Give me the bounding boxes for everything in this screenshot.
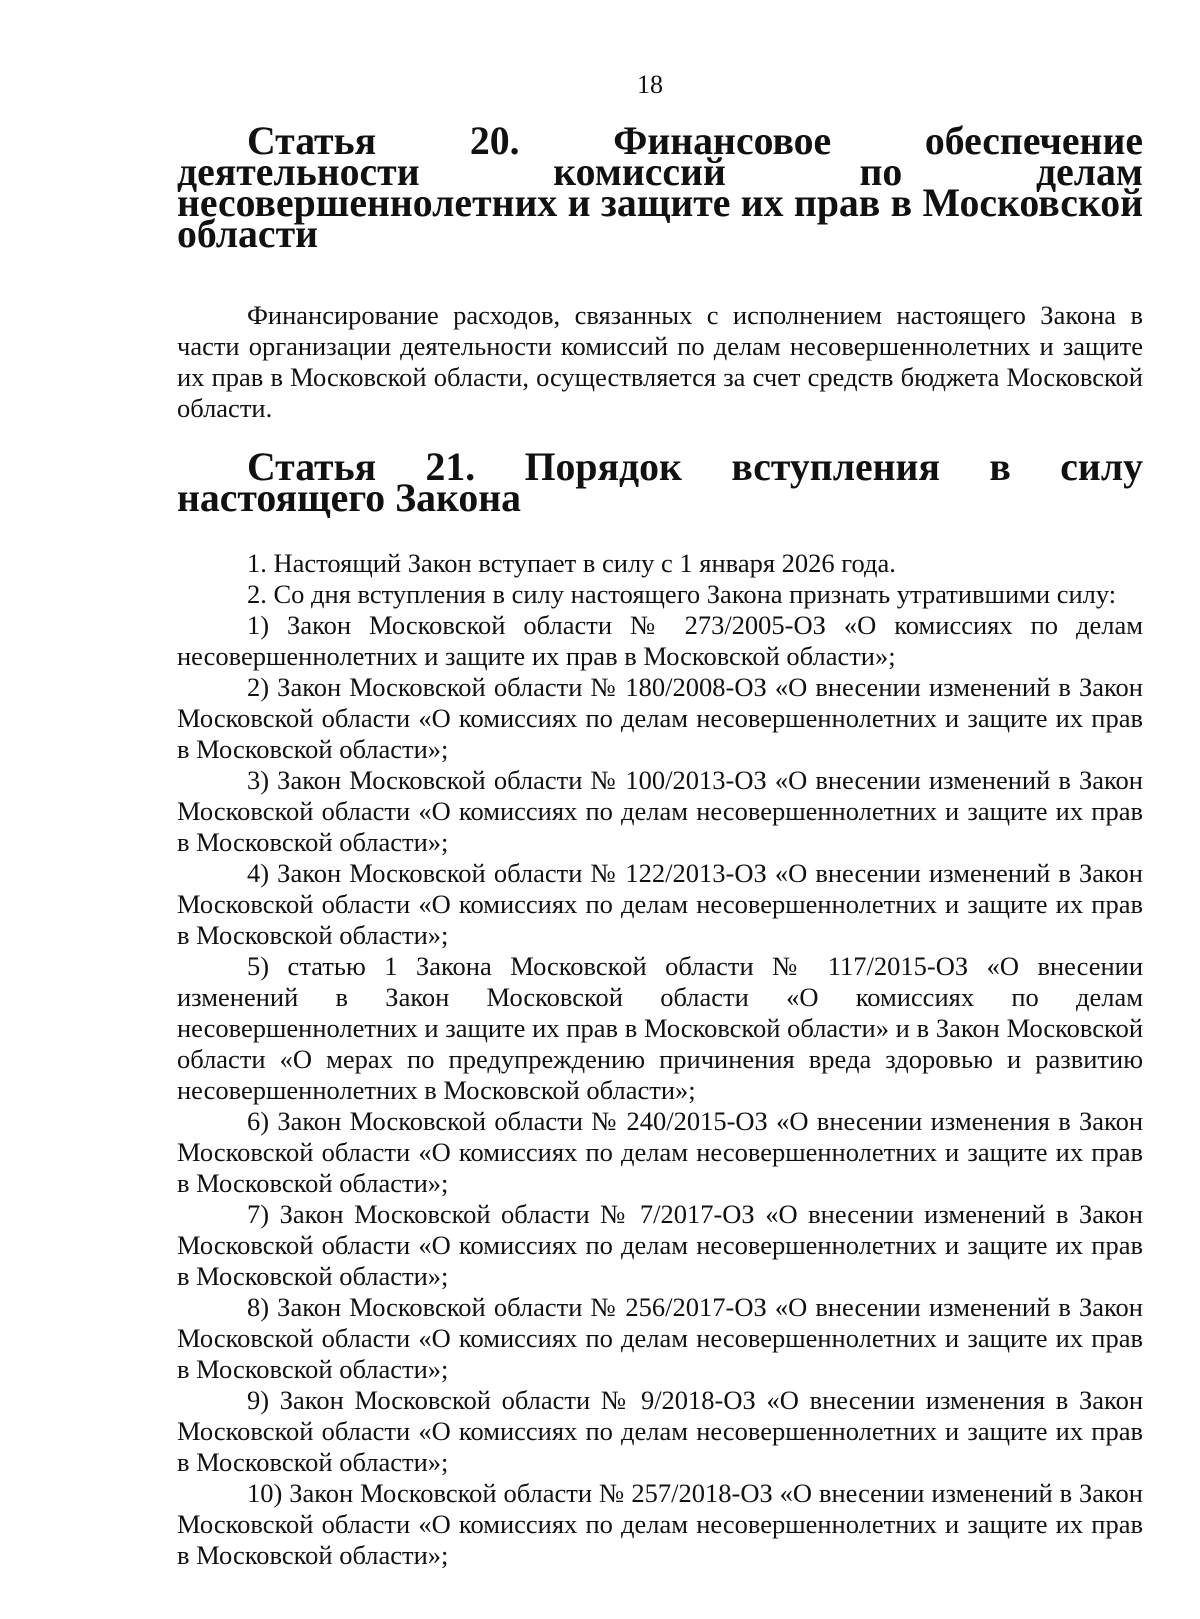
article-20-heading: Статья 20. Финансовое обеспечение деятельности комиссий по делам несовершеннолетних и защите их прав в Московской области [177, 119, 1143, 256]
document-body [177, 119, 1143, 1571]
repealed-laws-list [177, 610, 1143, 1571]
list-item: 7) Закон Московской области № 7/2017-ОЗ «О внесении изменений в Закон Московской области «О комиссиях по делам несовершеннолетних и защите их прав в Московской области»; [177, 1199, 1143, 1291]
list-item: 3) Закон Московской области № 100/2013-ОЗ «О внесении изменений в Закон Московской области «О комиссиях по делам несовершеннолетних и защите их прав в Московской области»; [177, 765, 1143, 857]
article-21-heading: Статья 21. Порядок вступления в силу настоящего Закона [177, 445, 1143, 520]
list-item: 9) Закон Московской области № 9/2018-ОЗ «О внесении изменения в Закон Московской области «О комиссиях по делам несовершеннолетних и защите их прав в Московской области»; [177, 1385, 1143, 1477]
article-21-point-2: 2. Со дня вступления в силу настоящего Закона признать утратившими силу: [247, 579, 1117, 609]
list-item: 5) статью 1 Закона Московской области № 117/2015-ОЗ «О внесении изменений в Закон Московской области «О комиссиях по делам несовершеннолетних и защите их прав в Московской области» и в Закон Московской области «О мерах по предупреждению причинения вреда здоровью и развитию несовершеннолетних в Московской области»; [177, 951, 1143, 1105]
list-item: 8) Закон Московской области № 256/2017-ОЗ «О внесении изменений в Закон Московской области «О комиссиях по делам несовершеннолетних и защите их прав в Московской области»; [177, 1292, 1143, 1384]
list-item: 2) Закон Московской области № 180/2008-ОЗ «О внесении изменений в Закон Московской области «О комиссиях по делам несовершеннолетних и защите их прав в Московской области»; [177, 672, 1143, 764]
page-number: 18 [637, 70, 663, 99]
article-20-paragraph: Финансирование расходов, связанных с исполнением настоящего Закона в части организации деятельности комиссий по делам несовершеннолетних и защите их прав в Московской области, осуществляется за счет средств бюджета Московской области. [177, 300, 1143, 423]
list-item: 6) Закон Московской области № 240/2015-ОЗ «О внесении изменения в Закон Московской области «О комиссиях по делам несовершеннолетних и защите их прав в Московской области»; [177, 1106, 1143, 1198]
list-item: 4) Закон Московской области № 122/2013-ОЗ «О внесении изменений в Закон Московской области «О комиссиях по делам несовершеннолетних и защите их прав в Московской области»; [177, 858, 1143, 950]
list-item: 1) Закон Московской области № 273/2005-ОЗ «О комиссиях по делам несовершеннолетних и защите их прав в Московской области»; [177, 610, 1143, 671]
list-item: 10) Закон Московской области № 257/2018-ОЗ «О внесении изменений в Закон Московской области «О комиссиях по делам несовершеннолетних и защите их прав в Московской области»; [177, 1478, 1143, 1570]
article-21-point-1: 1. Настоящий Закон вступает в силу с 1 января 2026 года. [247, 548, 896, 578]
